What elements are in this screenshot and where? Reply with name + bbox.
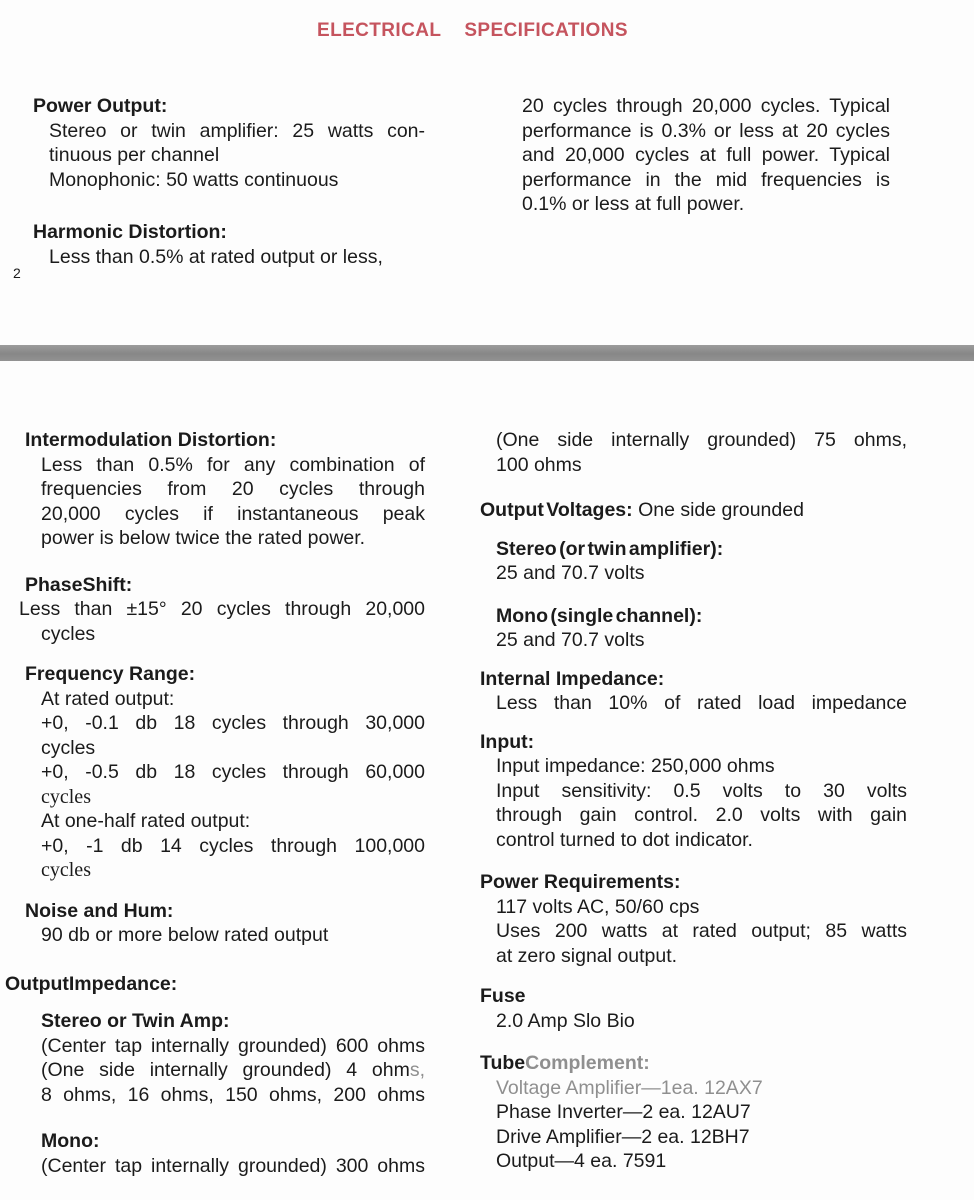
spec-line: Phase Inverter—2 ea. 12AU7 xyxy=(496,1101,751,1123)
heading-power-output: Power Output: xyxy=(33,95,168,117)
spec-line: 2.0 Amp Slo Bio xyxy=(496,1009,635,1032)
heading-tube-complement xyxy=(480,1051,907,1076)
spec-line: At one-half rated output: xyxy=(41,810,251,832)
heading-frequency-range: Frequency Range: xyxy=(25,663,196,685)
spec-line: 8 ohms, 16 ohms, 150 ohms, 200 ohms xyxy=(41,1083,425,1106)
subheading-stereo-or-twin-amp: Stereo or Twin Amp: xyxy=(41,1010,230,1032)
spec-line: tinuous per channel xyxy=(49,144,220,166)
spec-line-main-text: (One side internally grounded) 4 ohm xyxy=(41,1059,410,1081)
spec-line: cycles xyxy=(41,785,91,808)
page-title-word-electrical: ELECTRICAL xyxy=(317,20,442,41)
spec-line: power is below twice the rated power. xyxy=(41,527,366,549)
page-title xyxy=(317,20,628,42)
heading-power-requirements: Power Requirements: xyxy=(480,871,681,893)
spec-line xyxy=(25,1058,425,1083)
spec-line: cycles xyxy=(41,622,96,645)
spec-line: cycles xyxy=(41,736,96,759)
bottom-right-column xyxy=(480,428,907,1174)
page-title-word-specifications: SPECIFICATIONS xyxy=(464,20,628,41)
spec-line: Input sensitivity: 0.5 volts to 30 volts xyxy=(496,779,907,802)
spec-line: +0, -0.5 db 18 cycles through 60,000 xyxy=(41,761,425,783)
spec-line: At rated output: xyxy=(41,687,175,710)
faded-print-text: s, xyxy=(409,1059,425,1081)
heading-tube-complement-part1: Tube xyxy=(480,1052,526,1074)
spec-line: 100 ohms xyxy=(496,453,582,476)
spec-line: frequencies from 20 cycles through xyxy=(41,478,425,500)
heading-harmonic-distortion: Harmonic Distortion: xyxy=(33,221,227,243)
spec-line: 0.1% or less at full power. xyxy=(522,193,745,215)
subheading-mono-single-channel: Mono (single channel): xyxy=(496,604,703,627)
spec-line: 20 cycles through 20,000 cycles. Typical xyxy=(522,95,890,117)
spec-line: Drive Amplifier—2 ea. 12BH7 xyxy=(496,1125,750,1148)
spec-line: 25 and 70.7 volts xyxy=(496,562,645,584)
spec-line: performance in the mid frequencies is xyxy=(522,168,890,191)
spec-line: (Center tap internally grounded) 300 ohms xyxy=(41,1154,425,1177)
spec-line: Less than ±15° 20 cycles through 20,000 xyxy=(19,598,425,620)
subheading-stereo-or-twin-amplifier: Stereo (or twin amplifier): xyxy=(496,537,724,560)
spec-line: cycles xyxy=(41,859,91,881)
spec-line: 25 and 70.7 volts xyxy=(496,629,645,651)
spec-line: Uses 200 watts at rated output; 85 watts xyxy=(496,920,907,942)
spec-line: performance is 0.3% or less at 20 cycles xyxy=(522,119,890,142)
spec-line-faded: Voltage Amplifier—1ea. 12AX7 xyxy=(496,1076,763,1099)
spec-line: Monophonic: 50 watts continuous xyxy=(49,168,339,191)
spec-line: 117 volts AC, 50/60 cps xyxy=(496,895,700,918)
spec-line: Input impedance: 250,000 ohms xyxy=(496,755,775,777)
spec-line: +0, -0.1 db 18 cycles through 30,000 xyxy=(41,712,425,734)
spec-line: Stereo or twin amplifier: 25 watts con- xyxy=(49,119,425,142)
top-left-column xyxy=(33,94,425,269)
spec-line: Less than 0.5% for any combination of xyxy=(41,453,425,476)
subheading-mono: Mono: xyxy=(41,1130,100,1152)
spec-line: +0, -1 db 14 cycles through 100,000 xyxy=(41,834,425,857)
spec-line: at zero signal output. xyxy=(496,944,678,967)
bottom-left-column xyxy=(5,428,425,1178)
spec-line: Less than 10% of rated load impedance xyxy=(496,692,907,714)
heading-phase-shift: PhaseShift: xyxy=(25,573,133,596)
page-break-divider-bar xyxy=(0,345,974,361)
heading-noise-and-hum: Noise and Hum: xyxy=(25,899,174,922)
spec-line: through gain control. 2.0 volts with gain xyxy=(496,804,907,826)
spec-line: (Center tap internally grounded) 600 ohms xyxy=(41,1034,425,1057)
heading-tube-complement-part2-faded: Complement: xyxy=(525,1052,650,1074)
spec-line: control turned to dot indicator. xyxy=(496,828,753,851)
heading-fuse: Fuse xyxy=(480,985,526,1007)
heading-internal-impedance: Internal Impedance: xyxy=(480,667,665,690)
heading-output-voltages-row xyxy=(480,498,907,523)
spec-line: Output—4 ea. 7591 xyxy=(496,1150,667,1172)
top-right-column xyxy=(522,94,890,217)
heading-output-impedance: OutputImpedance: xyxy=(5,972,178,995)
heading-input: Input: xyxy=(480,730,535,753)
page-number: 2 xyxy=(13,265,21,281)
spec-line: Less than 0.5% at rated output or less, xyxy=(49,245,383,268)
heading-output-voltages-inline-text: One side grounded xyxy=(638,499,804,521)
spec-line: (One side internally grounded) 75 ohms, xyxy=(496,429,907,451)
heading-intermodulation-distortion: Intermodulation Distortion: xyxy=(25,429,277,451)
spec-line: and 20,000 cycles at full power. Typical xyxy=(522,144,890,166)
spec-line: 20,000 cycles if instantaneous peak xyxy=(41,502,425,525)
spec-line: 90 db or more below rated output xyxy=(41,924,329,946)
heading-output-voltages: Output Voltages: xyxy=(480,499,633,521)
